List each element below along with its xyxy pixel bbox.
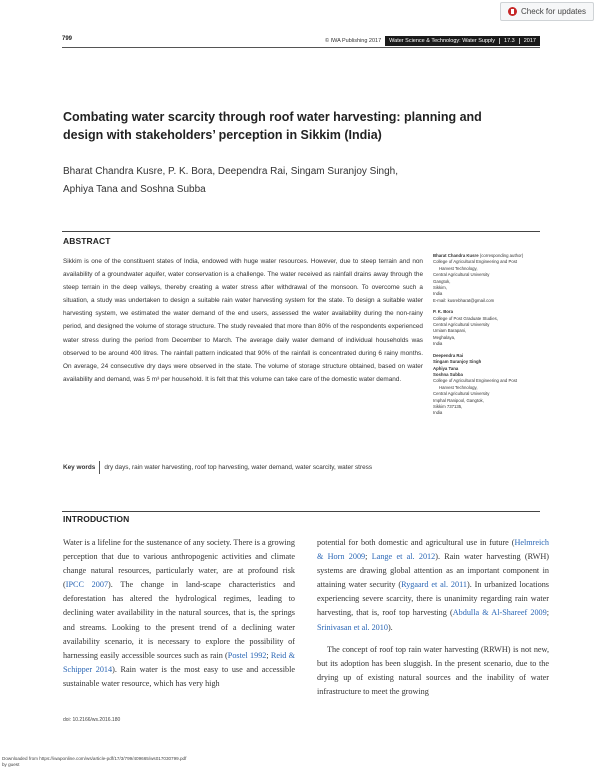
introduction-left-column <box>63 536 295 691</box>
affiliation-line: Gangtok, <box>433 278 451 284</box>
affiliation-line: Central Agricultural University <box>433 272 490 278</box>
journal-name: Water Science & Technology: Water Supply <box>389 38 496 44</box>
affiliation-line: Imphal Ranipool, Gangtok, <box>433 397 484 403</box>
affiliation-block <box>433 353 543 417</box>
journal-bar <box>385 36 540 46</box>
citation-link[interactable]: Srinivasan et al. 2010 <box>317 622 388 632</box>
keywords-list: dry days, rain water harvesting, roof top harvesting, water demand, water scarcity, water stress <box>99 461 372 474</box>
keywords-label: Key words <box>63 464 96 471</box>
publisher: © IWA Publishing 2017 <box>325 38 382 44</box>
affiliation-line: Harvest Technology, <box>439 265 478 271</box>
abstract-heading: ABSTRACT <box>63 236 111 246</box>
introduction-divider <box>62 511 540 512</box>
affiliation-name: Deependra Rai <box>433 352 464 358</box>
citation-link[interactable]: Helmreich & Horn 2009 <box>317 538 549 562</box>
affiliation-line: Central Agricultural University <box>433 391 490 397</box>
citation-link[interactable]: Abdulla & Al-Shareef 2009 <box>452 608 547 618</box>
crossmark-icon <box>508 7 517 16</box>
affiliation-name: P. K. Bora <box>433 309 453 315</box>
affiliation-line: Harvest Technology, <box>439 384 478 390</box>
abstract-text: Sikkim is one of the constituent states of India, endowed with huge water resources. However, due to steep terrain and non availability of a groundwater aquifer, water conservation is a challenge. The water received as rainfall drains away through the steep terrain in the deep valleys, thereby creating a water stress after withdrawal of the monsoon. To overcome such a situation, a study was undertaken to design a suitable rain water harvesting system for the state. To design a suitable water harvesting system, we estimated the water demand of the end users, assessed the water availability during the non-rainy period, and designed the volume of storage structure. The study revealed that more than 80% of the respondents experienced water stress during the period from December to March. The average daily water demand of individual households was observed to be around 400 litres. The rainfall pattern indicated that 90% of the rainfall is concentrated during 6 rainy months. On average, 24 consecutive dry days were observed in the state. The volume of storage structure obtained, based on water availability and demand, was 5 m³ per household. It is felt that this volume can take care of the domestic water demand. <box>63 258 423 383</box>
introduction-right-column <box>317 536 549 699</box>
citation-link[interactable]: Postel 1992 <box>227 650 267 660</box>
affiliation-line: College of Agricultural Engineering and Post <box>433 378 518 384</box>
download-url[interactable]: Downloaded from https://iwaponline.com/ws/article-pdf/17/3/799/409665/ws017030799.pdf <box>2 756 187 761</box>
affiliation-name: Singam Suranjoy Singh <box>433 359 482 365</box>
affiliation-line: Sikkim, <box>433 285 447 291</box>
paragraph: The concept of roof top rain water harvesting (RRWH) is not new, but its adoption has been sluggish. In the present scenario, due to the drying up of existing natural sources and the inability of water infrastructure to meet the growing <box>317 644 549 696</box>
affiliation-line: India <box>433 341 443 347</box>
affiliation-name: Soshna Subba <box>433 371 463 377</box>
affiliation-line: Central Agricultural University <box>433 322 490 328</box>
body-text: ; <box>266 650 271 660</box>
download-note: by guest <box>2 762 20 767</box>
author-line: Aphiya Tana and Soshna Subba <box>63 184 206 195</box>
page-number: 799 <box>62 36 73 42</box>
citation-link[interactable]: Reid & Schipper 2014 <box>63 650 295 674</box>
affiliation-email[interactable]: E-mail: kusrebharat@gmail.com <box>433 297 495 303</box>
body-text: ; <box>546 608 550 618</box>
affiliation-note: (corresponding author) <box>478 253 524 258</box>
body-text: ). Rain water is the most easy to use and accessible sustainable water resource, which has very high <box>63 664 295 688</box>
running-header <box>62 36 540 46</box>
paragraph <box>317 536 549 635</box>
affiliation-line: College of Agricultural Engineering and Post <box>433 259 518 265</box>
abstract-divider <box>62 231 540 232</box>
body-text: ). Rain water harvesting (RWH) systems are drawing global attention as an important component in attaining water security ( <box>317 552 549 590</box>
author-list <box>63 163 523 199</box>
affiliation-line: Umiam Barapani, <box>433 328 467 334</box>
citation-link[interactable]: Lange et al. 2012 <box>371 552 436 562</box>
affiliation-block <box>433 309 543 347</box>
author-line: Bharat Chandra Kusre, P. K. Bora, Deependra Rai, Singam Suranjoy Singh, <box>63 166 399 177</box>
affiliation-line: College of Post Graduate Studies, <box>433 315 498 321</box>
citation-link[interactable]: IPCC 2007 <box>65 580 109 590</box>
body-text: ). <box>387 622 393 632</box>
introduction-heading: INTRODUCTION <box>63 514 130 524</box>
body-text: potential for both domestic and agricultural use in future ( <box>317 538 515 547</box>
keywords <box>63 461 423 474</box>
check-for-updates-label: Check for updates <box>521 7 586 16</box>
body-text: ). In urbanized locations experiencing severe scarcity, there is unanimity regarding rain water harvesting, that is, roof top harvesting ( <box>317 580 549 618</box>
affiliation-block <box>433 253 543 304</box>
affiliation-line: India <box>433 291 443 297</box>
journal-volume: 17.3 <box>499 38 519 44</box>
affiliation-line: Sikkim 737135, <box>433 403 463 409</box>
body-text: Water is a lifeline for the sustenance of any society. There is a growing perception that due to various anthropogenic activities and climate change natural resources, particularly water, are at profound risk ( <box>63 538 295 590</box>
affiliation-line: India <box>433 410 443 416</box>
article-title: Combating water scarcity through roof water harvesting: planning and design with stakeholders’ perception in Sikkim (India) <box>63 110 482 142</box>
journal-year: 2017 <box>519 38 540 44</box>
download-footer <box>2 756 186 768</box>
body-text: ; <box>365 552 372 562</box>
affiliations <box>433 253 543 422</box>
affiliation-name: Aphiya Tana <box>433 365 459 371</box>
citation-link[interactable]: Rygaard et al. 2011 <box>401 580 467 590</box>
check-for-updates-button[interactable] <box>500 2 594 21</box>
doi[interactable]: doi: 10.2166/ws.2016.180 <box>63 717 121 723</box>
affiliation-line: Meghalaya, <box>433 334 456 340</box>
header-divider <box>62 47 540 48</box>
affiliation-name: Bharat Chandra Kusre <box>433 253 479 258</box>
body-text: ). The change in land-scape characteristics and deforestation has altered the hydrological regimes, leading to declining water availability in the natural sources, that is, the springs and streams. Looking to the present trend of a declining water availability scenario, it is necessary to explore the possibility of harnessing easily accessible sources such as rain ( <box>63 580 295 660</box>
